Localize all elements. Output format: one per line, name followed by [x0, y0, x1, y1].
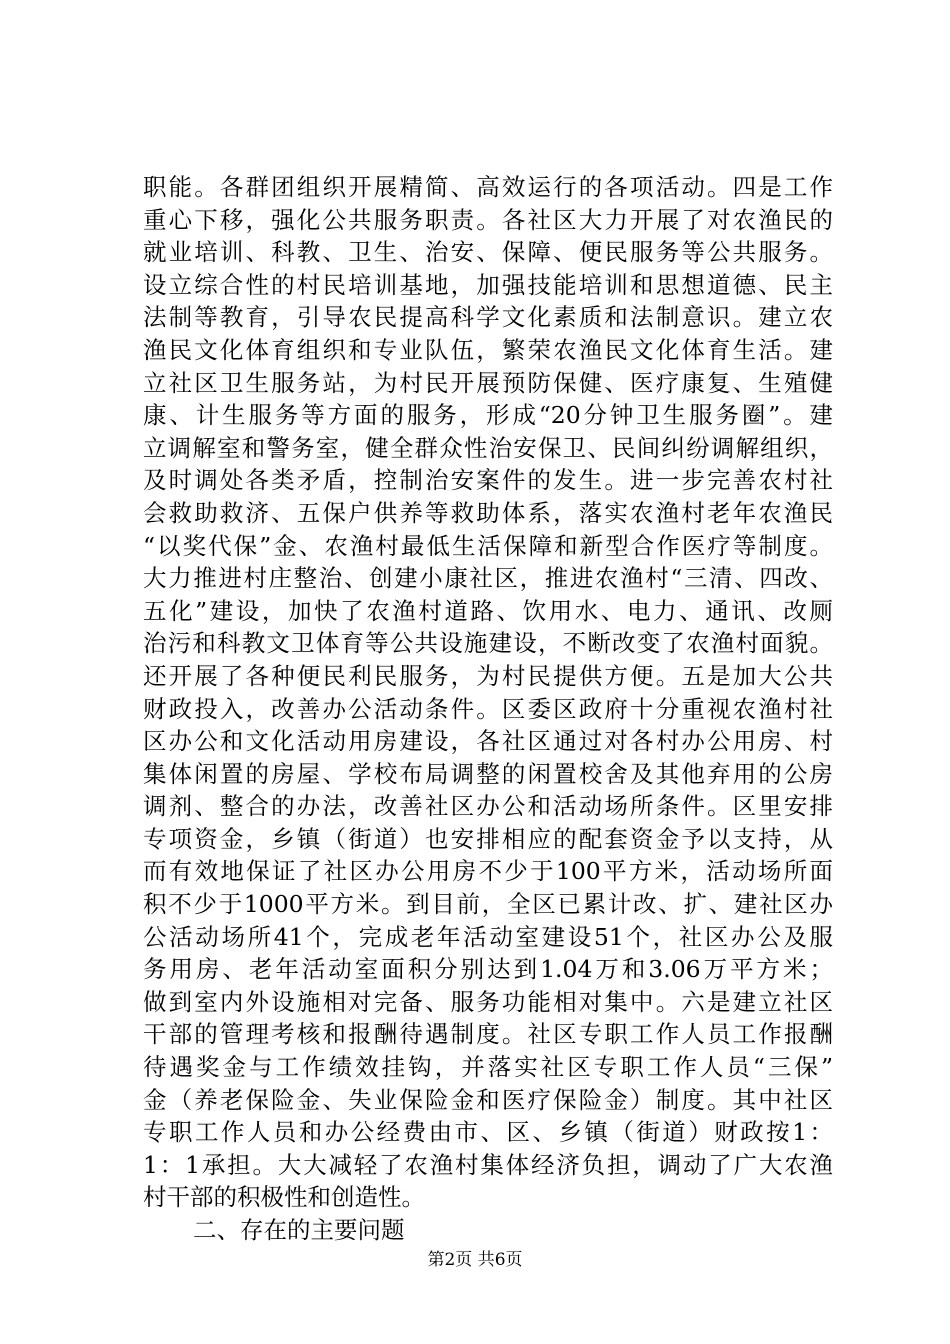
text-line: 职能。各群团组织开展精简、高效运行的各项活动。四是工作 — [143, 173, 833, 201]
text-line: 康、计生服务等方面的服务，形成“20分钟卫生服务圈”。建 — [143, 401, 833, 430]
text-line: 积不少于1000平方米。到目前，全区已累计改、扩、建社区办 — [143, 890, 833, 919]
text-line: 集体闲置的房屋、学校布局调整的闲置校舍及其他弃用的公房 — [143, 759, 833, 788]
text-line: 金（养老保险金、失业保险金和医疗保险金）制度。其中社区 — [143, 1085, 833, 1114]
text-line: 村干部的积极性和创造性。 — [143, 1183, 425, 1212]
text-line: 大力推进村庄整治、创建小康社区，推进农渔村“三清、四改、 — [143, 564, 833, 593]
text-line: 会救助救济、五保户供养等救助体系，落实农渔村老年农渔民 — [143, 498, 833, 527]
text-line: 待遇奖金与工作绩效挂钩，并落实社区专职工作人员“三保” — [143, 1053, 833, 1082]
text-line: 立社区卫生服务站，为村民开展预防保健、医疗康复、生殖健 — [143, 368, 833, 397]
text-line: 区办公和文化活动用房建设，各社区通过对各村办公用房、村 — [143, 727, 833, 756]
text-line: 还开展了各种便民利民服务，为村民提供方便。五是加大公共 — [143, 661, 833, 690]
section-heading: 二、存在的主要问题 — [193, 1216, 405, 1244]
text-line: 渔民文化体育组织和专业队伍，繁荣农渔民文化体育生活。建 — [143, 335, 833, 364]
text-line: 法制等教育，引导农民提高科学文化素质和法制意识。建立农 — [143, 303, 833, 332]
text-line: 干部的管理考核和报酬待遇制度。社区专职工作人员工作报酬 — [143, 1020, 833, 1049]
page-footer: 第2页 共6页 — [427, 1250, 523, 1270]
text-line: 公活动场所41个，完成老年活动室建设51个，社区办公及服 — [143, 922, 833, 951]
text-line: “以奖代保”金、农渔村最低生活保障和新型合作医疗等制度。 — [143, 531, 833, 560]
text-line: 及时调处各类矛盾，控制治安案件的发生。进一步完善农村社 — [143, 466, 833, 495]
text-line: 五化”建设，加快了农渔村道路、饮用水、电力、通讯、改厕 — [143, 596, 833, 625]
text-line: 财政投入，改善办公活动条件。区委区政府十分重视农渔村社 — [143, 694, 833, 723]
text-line: 而有效地保证了社区办公用房不少于100平方米，活动场所面 — [143, 857, 833, 886]
text-line: 设立综合性的村民培训基地，加强技能培训和思想道德、民主 — [143, 270, 833, 299]
text-line: 就业培训、科教、卫生、治安、保障、便民服务等公共服务。 — [143, 238, 833, 267]
text-line: 重心下移，强化公共服务职责。各社区大力开展了对农渔民的 — [143, 205, 833, 234]
text-line: 务用房、老年活动室面积分别达到1.04万和3.06万平方米； — [143, 955, 833, 984]
text-line: 调剂、整合的办法，改善社区办公和活动场所条件。区里安排 — [143, 792, 833, 821]
text-line: 专项资金，乡镇（街道）也安排相应的配套资金予以支持，从 — [143, 824, 833, 853]
text-line: 1：1承担。大大减轻了农渔村集体经济负担，调动了广大农渔 — [143, 1150, 833, 1179]
text-line: 做到室内外设施相对完备、服务功能相对集中。六是建立社区 — [143, 987, 833, 1016]
text-line: 立调解室和警务室，健全群众性治安保卫、民间纠纷调解组织， — [143, 433, 833, 462]
body-paragraph — [143, 171, 833, 1247]
text-line: 治污和科教文卫体育等公共设施建设，不断改变了农渔村面貌。 — [143, 629, 833, 658]
text-line: 专职工作人员和办公经费由市、区、乡镇（街道）财政按1： — [143, 1118, 833, 1147]
